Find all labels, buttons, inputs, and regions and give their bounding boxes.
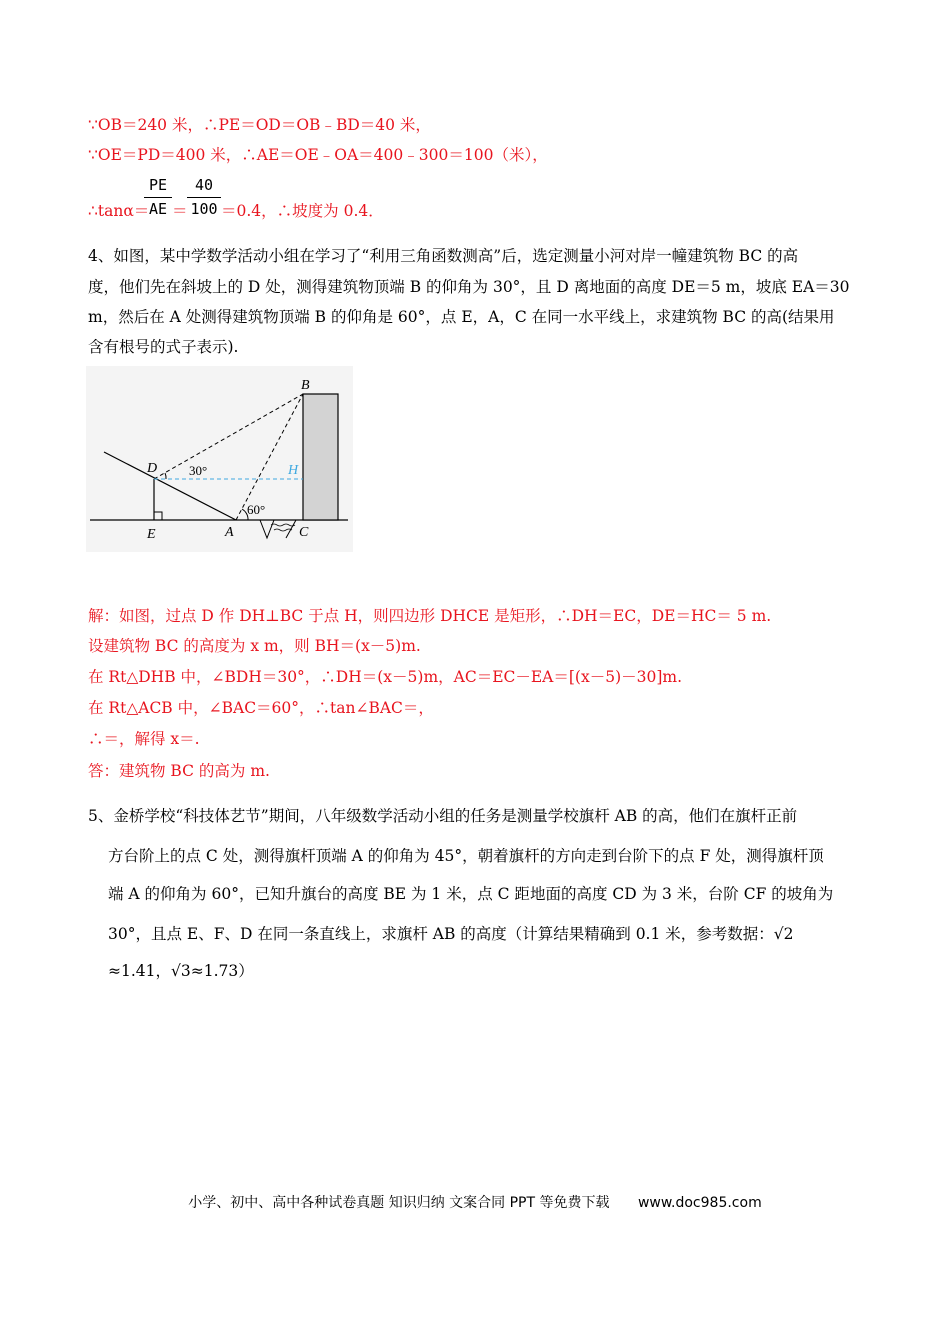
water-wave-1 xyxy=(271,524,295,526)
footer-text: 小学、初中、高中各种试卷真题 知识归纳 文案合同 PPT 等免费下载 xyxy=(188,1195,610,1211)
solution4-line-5: ∴＝，解得 x＝. xyxy=(88,730,200,748)
label-d: D xyxy=(147,461,158,476)
solution4-line-1: 解：如图，过点 D 作 DH⊥BC 于点 H，则四边形 DHCE 是矩形，∴DH＝EC，DE＝HC＝ 5 m. xyxy=(88,607,772,625)
label-c: C xyxy=(299,525,309,540)
building-bc xyxy=(303,394,338,520)
river-bank-left xyxy=(260,520,274,538)
problem5-line-5: ≈1.41，√3≈1.73） xyxy=(108,962,254,980)
geometry-figure xyxy=(86,366,353,552)
problem4-line-4: 含有根号的式子表示). xyxy=(88,338,239,356)
water-wave-2 xyxy=(274,529,292,531)
fraction-pe-ae xyxy=(144,176,172,220)
label-angle-30: 30° xyxy=(189,463,208,478)
label-angle-60: 60° xyxy=(247,502,266,517)
footer-url[interactable]: www.doc985.com xyxy=(637,1195,762,1211)
problem5-line-4: 30°，且点 E、F、D 在同一条直线上，求旗杆 AB 的高度（计算结果精确到 0.1 米，参考数据：√2 xyxy=(108,925,794,943)
solution4-line-3: 在 Rt△DHB 中，∠BDH＝30°，∴DH＝(x－5)m，AC＝EC－EA＝[(x－5)－30]m. xyxy=(88,668,683,686)
fraction-bar xyxy=(144,197,172,198)
label-e: E xyxy=(147,527,156,542)
problem5-line-1: 5、金桥学校“科技体艺节”期间，八年级数学活动小组的任务是测量学校旗杆 AB 的高，他们在旗杆正前 xyxy=(88,807,798,825)
page-footer xyxy=(0,1192,950,1212)
fraction-numerator: PE xyxy=(148,176,168,194)
problem4-line-3: m，然后在 A 处测得建筑物顶端 B 的仰角是 60°，点 E，A，C 在同一水平线上，求建筑物 BC 的高(结果用 xyxy=(88,308,835,326)
solution4-line-4: 在 Rt△ACB 中，∠BAC＝60°，∴tan∠BAC＝， xyxy=(88,699,434,717)
fraction-numerator: 40 xyxy=(194,176,214,194)
slope-line xyxy=(104,452,236,520)
fraction-denominator: AE xyxy=(148,200,168,218)
solution-line-3-prefix: ∴tanα＝ xyxy=(88,202,150,220)
solution-line-1: ∵OB＝240 米，∴PE＝OD＝OB﹣BD＝40 米， xyxy=(88,116,431,134)
fraction-40-100 xyxy=(187,176,221,220)
solution-line-2: ∵OE＝PD＝400 米，∴AE＝OE﹣OA＝400﹣300＝100（米）， xyxy=(88,146,548,164)
problem4-line-2: 度，他们先在斜坡上的 D 处，测得建筑物顶端 B 的仰角为 30°，且 D 离地面的高度 DE＝5 m，坡底 EA＝30 xyxy=(88,278,850,296)
solution-line-3-suffix: ＝0.4，∴坡度为 0.4． xyxy=(221,202,384,220)
angle-arc-30 xyxy=(165,473,166,479)
figure-svg xyxy=(86,366,353,552)
solution4-line-2: 设建筑物 BC 的高度为 x m，则 BH＝(x－5)m. xyxy=(88,637,421,655)
equals-sign: ＝ xyxy=(172,202,188,220)
solution4-line-6: 答：建筑物 BC 的高为 m. xyxy=(88,762,270,780)
right-angle-mark xyxy=(154,512,162,520)
label-b: B xyxy=(301,378,310,393)
fraction-bar xyxy=(187,197,221,198)
problem5-line-3: 端 A 的仰角为 60°，已知升旗台的高度 BE 为 1 米，点 C 距地面的高度 CD 为 3 米，台阶 CF 的坡角为 xyxy=(108,885,834,903)
label-a: A xyxy=(225,525,234,540)
problem4-line-1: 4、如图，某中学数学活动小组在学习了“利用三角函数测高”后，选定测量小河对岸一幢建筑物 BC 的高 xyxy=(88,247,799,265)
problem5-line-2: 方台阶上的点 C 处，测得旗杆顶端 A 的仰角为 45°，朝着旗杆的方向走到台阶下的点 F 处，测得旗杆顶 xyxy=(108,847,824,865)
label-h: H xyxy=(288,463,299,478)
fraction-denominator: 100 xyxy=(190,200,218,218)
